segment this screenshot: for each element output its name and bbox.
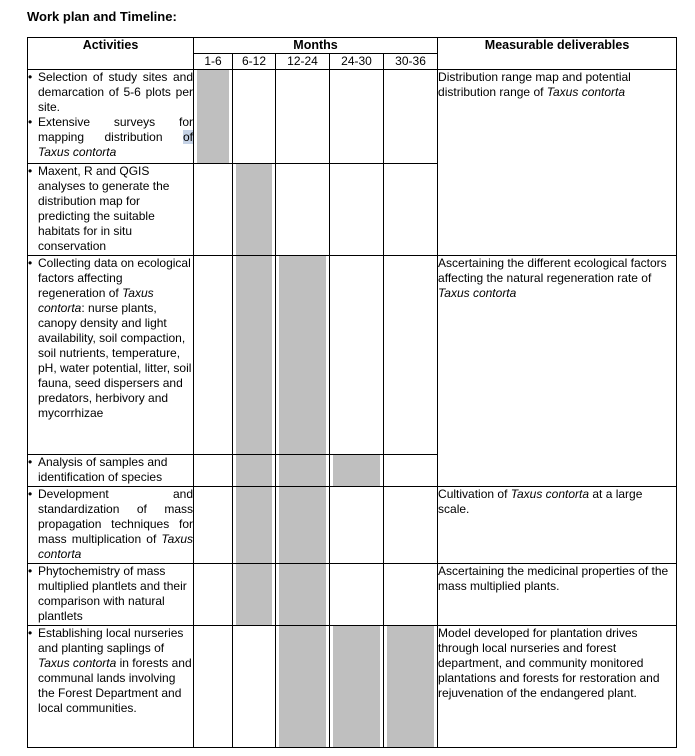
timeline-cell: [233, 455, 276, 487]
timeline-cell: [330, 564, 384, 626]
work-plan-table: [27, 37, 677, 748]
timeline-cell: [194, 164, 233, 256]
activity-cell: [28, 487, 194, 564]
activity-text: Analysis of samples and identification of species: [38, 455, 168, 484]
timeline-shading: [279, 626, 326, 747]
table-row: [28, 626, 677, 748]
activity-item: • Analysis of samples and identification of species: [28, 455, 193, 485]
timeline-cell: [194, 256, 233, 455]
timeline-cell: [194, 487, 233, 564]
timeline-cell: [330, 487, 384, 564]
deliverable-cell: Model developed for plantation drives through local nurseries and forest department, and community monitored plantations and forests for restoration and rejuvenation of the endangered plant.: [438, 626, 677, 748]
timeline-cell: [384, 164, 438, 256]
timeline-cell: [194, 626, 233, 748]
timeline-cell: [330, 164, 384, 256]
period-header: 12-24: [276, 54, 330, 70]
timeline-shading: [236, 455, 272, 486]
timeline-shading: [279, 564, 326, 625]
timeline-shading: [279, 487, 326, 563]
table-row: [28, 564, 677, 626]
period-header: 1-6: [194, 54, 233, 70]
timeline-cell: [233, 164, 276, 256]
timeline-shading: [279, 455, 326, 486]
timeline-cell: [276, 164, 330, 256]
activity-cell: [28, 164, 194, 256]
activity-text: Extensive surveys for mapping distribution: [38, 115, 193, 144]
activity-item: • Establishing local nurseries and planting saplings of Taxus contorta in forests and communal lands involving the Forest Department and local communities.: [28, 626, 192, 715]
timeline-shading: [387, 626, 434, 747]
activity-text: Selection of study sites and demarcation of 5-6 plots per site.: [38, 70, 193, 114]
timeline-cell: [194, 70, 233, 164]
timeline-cell: [330, 70, 384, 164]
activity-text: Collecting data on ecological factors affecting regeneration of: [38, 256, 191, 300]
timeline-cell: [194, 455, 233, 487]
timeline-cell: [276, 564, 330, 626]
period-header: 30-36: [384, 54, 438, 70]
period-header: 6-12: [233, 54, 276, 70]
timeline-cell: [233, 487, 276, 564]
activity-item: • Phytochemistry of mass multiplied plantlets and their comparison with natural plantlets: [28, 564, 193, 624]
timeline-cell: [276, 626, 330, 748]
period-header: 24-30: [330, 54, 384, 70]
months-header: Months: [194, 38, 438, 54]
deliverable-cell: Ascertaining the medicinal properties of the mass multiplied plants.: [438, 564, 677, 626]
timeline-shading: [279, 256, 326, 454]
species-name: Taxus contorta: [38, 145, 117, 159]
timeline-shading: [236, 564, 272, 625]
deliverables-header: Measurable deliverables: [438, 38, 677, 70]
activity-cell: [28, 455, 194, 487]
timeline-shading: [236, 256, 272, 454]
activity-cell: [28, 256, 194, 455]
activity-cell: [28, 564, 194, 626]
species-name: Taxus contorta: [38, 656, 117, 670]
timeline-cell: [233, 256, 276, 455]
deliverable-cell: Distribution range map and potential distribution range of Taxus contorta: [438, 70, 677, 256]
species-name: Taxus contorta: [510, 487, 590, 501]
timeline-shading: [236, 487, 272, 563]
species-name: Taxus contorta: [546, 85, 626, 99]
table-row: [28, 256, 677, 455]
activity-item: • Maxent, R and QGIS analyses to generate the distribution map for predicting the suitable habitats for in situ conservation: [28, 164, 193, 254]
table-row: [28, 487, 677, 564]
activity-item: • Development and standardization of mass propagation techniques for mass multiplication of Taxus contorta: [28, 487, 193, 561]
timeline-cell: [276, 487, 330, 564]
activity-cell: [28, 626, 194, 748]
activity-text: Maxent, R and QGIS analyses to generate the distribution map for predicting the suitable habitats for in situ conservation: [38, 164, 170, 253]
activity-text: Phytochemistry of mass multiplied plantlets and their comparison with natural plantlets: [38, 564, 187, 623]
timeline-cell: [330, 455, 384, 487]
timeline-cell: [330, 256, 384, 455]
species-name: Taxus contorta: [38, 286, 154, 315]
activity-text: Establishing local nurseries and planting saplings of: [38, 626, 184, 655]
timeline-shading: [236, 164, 272, 255]
timeline-shading: [333, 626, 380, 747]
activity-cell: [28, 70, 194, 164]
species-name: Taxus contorta: [438, 286, 517, 300]
timeline-shading: [197, 70, 229, 163]
timeline-cell: [384, 256, 438, 455]
deliverable-cell: Ascertaining the different ecological factors affecting the natural regeneration rate of Taxus contorta: [438, 256, 677, 487]
page-title: Work plan and Timeline:: [27, 9, 177, 24]
timeline-cell: [233, 626, 276, 748]
timeline-cell: [330, 626, 384, 748]
timeline-cell: [384, 626, 438, 748]
timeline-cell: [384, 487, 438, 564]
deliverable-cell: Cultivation of Taxus contorta at a large scale.: [438, 487, 677, 564]
timeline-cell: [276, 455, 330, 487]
activity-item: • Collecting data on ecological factors affecting regeneration of Taxus contorta: nurse plants, canopy density and light availability, soil compaction, soil nutrients, temperature, pH, water potential, litter, soil fauna, seed dispersers and predators, herbivory and mycorrhizae: [28, 256, 192, 420]
timeline-cell: [276, 256, 330, 455]
activity-item: • Selection of study sites and demarcation of 5-6 plots per site.: [28, 70, 193, 114]
timeline-cell: [384, 70, 438, 164]
timeline-cell: [384, 564, 438, 626]
timeline-cell: [384, 455, 438, 487]
timeline-cell: [194, 564, 233, 626]
species-name: Taxus contorta: [38, 532, 193, 561]
table-row: [28, 70, 677, 164]
timeline-shading: [333, 455, 380, 486]
activity-text: Development and standardization of mass propagation techniques for mass multiplication of: [38, 487, 193, 546]
activities-header: Activities: [28, 38, 194, 70]
timeline-cell: [233, 70, 276, 164]
text-selection-highlight: of: [182, 130, 193, 144]
timeline-cell: [276, 70, 330, 164]
activity-item: • Extensive surveys for mapping distribution of Taxus contorta: [28, 115, 193, 159]
timeline-cell: [233, 564, 276, 626]
